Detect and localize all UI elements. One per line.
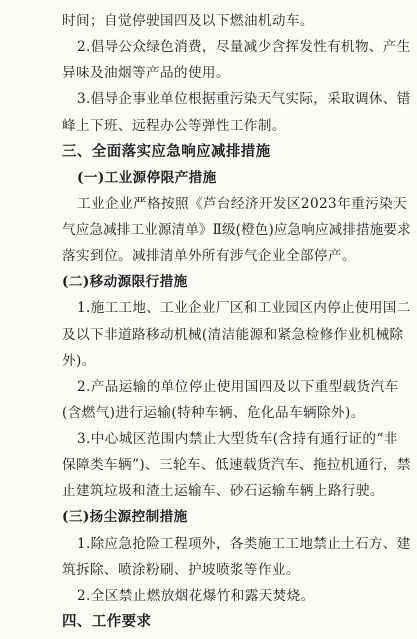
text-line-15: 2.产品运输的单位停止使用国四及以下重型载货汽车: [77, 378, 399, 395]
section-heading-3: 三、全面落实应急响应减排措施: [62, 143, 271, 160]
text-line-5: 峰上下班、远程办公等弹性工作制。: [62, 117, 286, 134]
text-line-10: 落实到位。减排清单外所有涉气企业全部停产。: [62, 248, 356, 265]
text-line-1: 时间；自觉停驶国四及以下燃油机动车。: [62, 13, 314, 29]
text-line-14: 外)。: [62, 352, 96, 369]
text-line-19: 止建筑垃圾和渣土运输车、砂石运输车辆上路行驶。: [62, 483, 384, 500]
text-line-3: 异味及油烟等产品的使用。: [62, 65, 230, 82]
text-line-8: 工业企业严格按照《芦台经济开发区2023年重污染天: [77, 195, 408, 212]
text-line-2: 2.倡导公众绿色消费，尽量减少含挥发性有机物、产生: [77, 39, 411, 56]
text-line-16: (含燃气)进行运输(特种车辆、危化品车辆除外)。: [62, 404, 365, 421]
subheading-industrial: (一)工业源停限产措施: [77, 169, 217, 186]
subheading-dust: (三)扬尘源控制措施: [62, 509, 188, 526]
text-line-9: 气应急减排工业源清单》Ⅱ级(橙色)应急响应减排措施要求: [62, 222, 411, 239]
text-line-18: 保障类车辆”)、三轮车、低速载货汽车、拖拉机通行，禁: [62, 457, 411, 474]
section-heading-4: 四、工作要求: [62, 614, 152, 630]
text-line-22: 筑拆除、喷涂粉刷、护坡喷浆等作业。: [62, 561, 300, 578]
subheading-mobile: (二)移动源限行措施: [62, 274, 188, 291]
text-line-4: 3.倡导企事业单位根据重污染天气实际，采取调休、错: [77, 91, 411, 108]
text-line-13: 及以下非道路移动机械(清洁能源和紧急检修作业机械除: [62, 326, 404, 343]
text-line-17: 3.中心城区范围内禁止大型货车(含持有通行证的“非: [77, 431, 398, 448]
text-line-23: 2.全区禁止燃放烟花爆竹和露天焚烧。: [77, 587, 315, 604]
text-line-12: 1.施工工地、工业企业厂区和工业园区内停止使用国二: [77, 300, 411, 317]
text-line-21: 1.除应急抢险工程项外，各类施工工地禁止土石方、建: [77, 535, 411, 552]
